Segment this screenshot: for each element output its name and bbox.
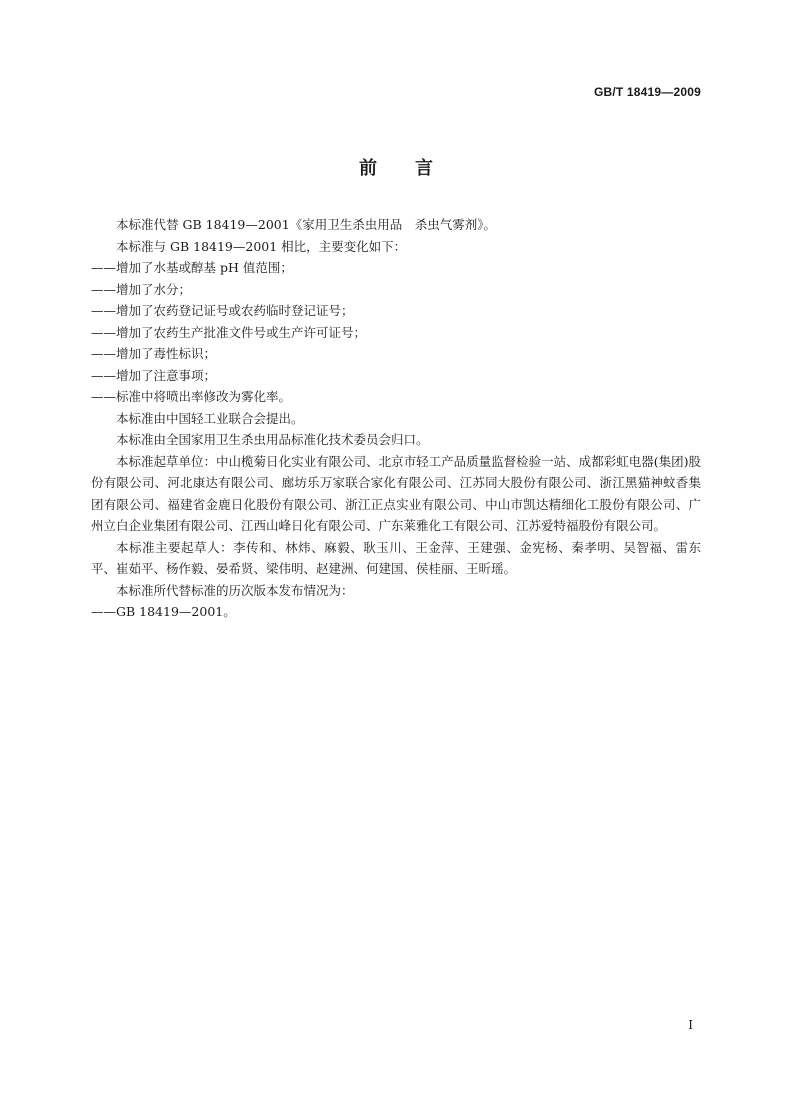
list-item: ——增加了农药生产批准文件号或生产许可证号；	[91, 324, 367, 340]
list-item: ——增加了农药登记证号或农药临时登记证号；	[91, 303, 354, 318]
paragraph-history-intro: 本标准所代替标准的历次版本发布情况为：	[116, 582, 354, 598]
paragraph-administered-by: 本标准由全国家用卫生杀虫用品标准化技术委员会归口。	[116, 432, 429, 447]
doc-code: GB/T 18419—2009	[593, 85, 701, 99]
list-item: ——增加了注意事项；	[91, 367, 217, 383]
page-title: 前言	[359, 158, 471, 179]
list-item: ——增加了水分；	[91, 281, 192, 297]
page-number: I	[688, 1018, 693, 1032]
list-item: ——GB 18419—2001。	[91, 604, 236, 619]
list-item: ——增加了水基或醇基 pH 值范围；	[91, 260, 293, 275]
list-item: ——增加了毒性标识；	[91, 346, 217, 361]
list-item: ——标准中将喷出率修改为雾化率。	[91, 389, 292, 404]
document-body	[91, 214, 701, 623]
paragraph-drafting-units: 本标准起草单位：中山榄菊日化实业有限公司、北京市轻工产品质量监督检验一站、成都彩虹电器(集团)股份有限公司、河北康达有限公司、廊坊乐万家联合家化有限公司、江苏同大股份有限公司、浙江黑猫神蚊香集团有限公司、福建省金鹿日化股份有限公司、浙江正点实业有限公司、中山市凯达精细化工股份有限公司、广州立白企业集团有限公司、江西山峰日化有限公司、广东莱雅化工有限公司、江苏爱特福股份有限公司。	[91, 453, 701, 533]
paragraph-proposed-by: 本标准由中国轻工业联合会提出。	[116, 410, 304, 426]
paragraph-changes-intro: 本标准与 GB 18419—2001 相比，主要变化如下：	[116, 238, 407, 254]
paragraph-replaces: 本标准代替 GB 18419—2001《家用卫生杀虫用品 杀虫气雾剂》。	[116, 217, 496, 232]
paragraph-drafters: 本标准主要起草人：李传和、林炜、麻毅、耿玉川、王金萍、王建强、金宪杨、秦孝明、吴智福、雷东平、崔茹平、杨作毅、晏希贤、梁伟明、赵建洲、何建国、侯桂丽、王昕瑶。	[91, 539, 701, 576]
